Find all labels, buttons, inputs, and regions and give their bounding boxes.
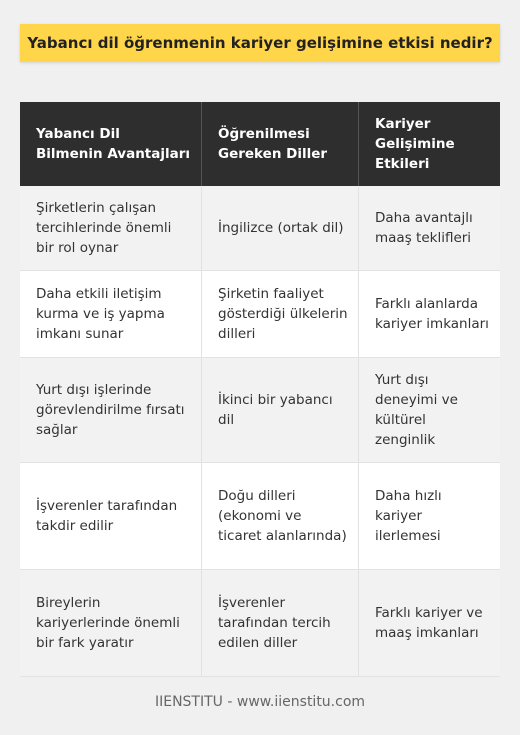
table-cell: Daha hızlı kariyer ilerlemesi xyxy=(375,488,442,544)
header-cell-languages: Öğrenilmesi Gereken Diller xyxy=(202,102,359,186)
table-cell: Yurt dışı işlerinde görevlendirilme fırsatı sağlar xyxy=(20,358,202,462)
table-row xyxy=(20,570,500,677)
table-header-row xyxy=(20,102,500,186)
table-row xyxy=(20,271,500,358)
table-cell: İngilizce (ortak dil) xyxy=(202,186,359,270)
table-cell: Bireylerin kariyerlerinde önemli bir fark yaratır xyxy=(20,570,202,676)
comparison-table xyxy=(20,102,500,677)
table-cell: Doğu dilleri (ekonomi ve ticaret alanlarında) xyxy=(202,463,359,569)
table-cell: Farklı kariyer ve maaş imkanları xyxy=(375,605,483,641)
table-row xyxy=(20,463,500,570)
table-cell: Farklı alanlarda kariyer imkanları xyxy=(375,296,489,332)
table-cell: İşverenler tarafından tercih edilen diller xyxy=(202,570,359,676)
table-row xyxy=(20,358,500,463)
footer-watermark: IIENSTITU - www.iienstitu.com xyxy=(154,694,366,710)
table-cell: İkinci bir yabancı dil xyxy=(202,358,359,462)
table-cell: İşverenler tarafından takdir edilir xyxy=(20,463,202,569)
table-cell: Şirketin faaliyet gösterdiği ülkelerin dilleri xyxy=(202,271,359,357)
table-cell: Daha etkili iletişim kurma ve iş yapma imkanı sunar xyxy=(20,271,202,357)
header-cell-advantages: Yabancı Dil Bilmenin Avantajları xyxy=(20,102,202,186)
table-cell: Yurt dışı deneyimi ve kültürel zenginlik xyxy=(375,372,458,448)
table-cell: Şirketlerin çalışan tercihlerinde önemli bir rol oynar xyxy=(20,186,202,270)
table-row xyxy=(20,186,500,271)
page-title: Yabancı dil öğrenmenin kariyer gelişimine etkisi nedir? xyxy=(20,24,500,62)
table-cell: Daha avantajlı maaş teklifleri xyxy=(375,210,473,246)
header-cell-career-effects: Kariyer Gelişimine Etkileri xyxy=(375,116,455,172)
